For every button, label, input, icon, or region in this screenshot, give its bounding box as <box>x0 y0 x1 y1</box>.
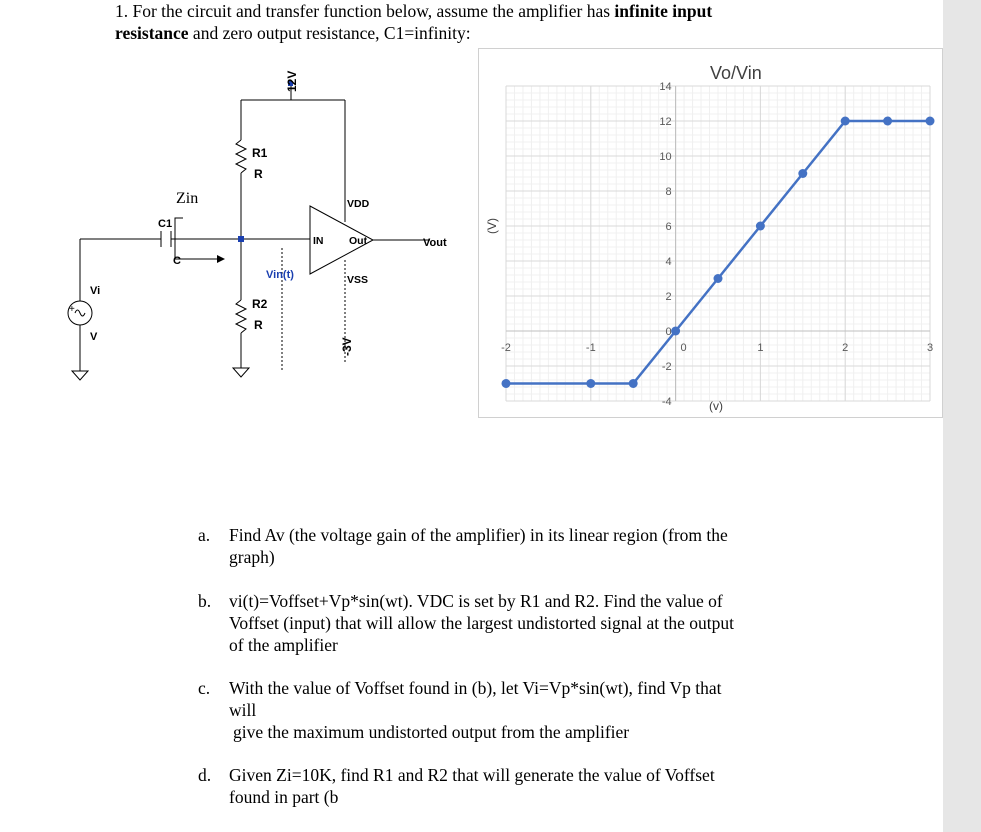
c1-value-label: C <box>173 255 181 267</box>
series-point <box>756 222 765 231</box>
amp-vdd-label: VDD <box>347 198 370 210</box>
question-b-line3: of the amplifier <box>229 635 338 655</box>
r1-value-label: R <box>254 167 263 181</box>
question-d-line2: found in part (b <box>229 787 339 807</box>
page-right-margin <box>943 0 981 832</box>
series-point <box>714 274 723 283</box>
transfer-function-chart <box>478 48 943 418</box>
r2-name-label: R2 <box>252 297 268 311</box>
header-line2-text: and zero output resistance, C1=infinity: <box>188 23 471 43</box>
series-point <box>586 379 595 388</box>
question-c-line1: With the value of Voffset found in (b), let Vi=Vp*sin(wt), find Vp that <box>229 678 722 698</box>
chart-y-axis-label: (V) <box>485 218 499 234</box>
r2-resistor <box>236 300 246 333</box>
chart-title: Vo/Vin <box>710 63 762 83</box>
header-line1-text: 1. For the circuit and transfer function below, assume the amplifier has <box>115 1 615 21</box>
amp-vss-label: VSS <box>347 274 369 286</box>
y-tick-label: 14 <box>659 81 672 93</box>
zin-arrow-head <box>217 255 225 263</box>
supply-neg3v-label: -3V <box>340 337 354 356</box>
question-a-line2: graph) <box>229 547 275 567</box>
question-c-label: c. <box>198 678 211 698</box>
vin-node-label: Vin(t) <box>266 269 294 281</box>
r1-resistor <box>236 140 246 173</box>
x-tick-label: -2 <box>501 342 511 354</box>
amp-out-label: Out <box>349 235 368 247</box>
vi-name-label: Vi <box>90 285 101 297</box>
y-tick-label: -2 <box>661 361 672 373</box>
y-tick-label: -4 <box>661 396 672 408</box>
series-point <box>883 117 892 126</box>
question-b-line2: Voffset (input) that will allow the largest undistorted signal at the output <box>229 613 734 633</box>
header-bold-infinite-input: infinite input <box>614 1 713 21</box>
question-a-label: a. <box>198 525 211 545</box>
y-tick-label: 2 <box>665 291 672 303</box>
ground-symbol-r2 <box>233 368 249 377</box>
vi-plus-sign: + <box>69 304 75 315</box>
question-d-line1: Given Zi=10K, find R1 and R2 that will generate the value of Voffset <box>229 765 715 785</box>
y-tick-label: 10 <box>659 151 672 163</box>
ground-symbol-vi <box>72 371 88 380</box>
zin-label: Zin <box>176 190 199 207</box>
y-tick-label: 4 <box>665 256 672 268</box>
vi-value-label: V <box>90 331 98 343</box>
y-tick-label: 0 <box>665 326 672 338</box>
question-a-line1: Find Av (the voltage gain of the amplifier) in its linear region (from the <box>229 525 728 545</box>
amp-in-label: IN <box>313 235 324 247</box>
series-point <box>926 117 935 126</box>
chart-x-axis-label: (v) <box>709 399 723 413</box>
supply-12v-label: 12V <box>285 70 299 92</box>
x-tick-label: 2 <box>842 342 849 354</box>
circuit-schematic <box>55 50 475 390</box>
vin-junction-node <box>238 236 244 242</box>
question-b-label: b. <box>198 591 212 611</box>
question-header <box>115 0 835 44</box>
series-point <box>798 169 807 178</box>
question-b-line1: vi(t)=Voffset+Vp*sin(wt). VDC is set by R1 and R2. Find the value of <box>229 591 723 611</box>
x-tick-label: 0 <box>680 342 687 354</box>
series-point <box>841 117 850 126</box>
c1-name-label: C1 <box>158 218 173 230</box>
x-tick-label: -1 <box>585 342 596 354</box>
question-c-line3: give the maximum undistorted output from the amplifier <box>233 722 630 742</box>
vout-label: Vout <box>423 237 447 249</box>
r2-value-label: R <box>254 318 263 332</box>
series-point <box>502 379 511 388</box>
r1-name-label: R1 <box>252 146 268 160</box>
vi-sine-symbol <box>75 310 85 316</box>
question-d-label: d. <box>198 765 212 785</box>
series-point <box>629 379 638 388</box>
x-tick-label: 3 <box>926 342 934 354</box>
header-bold-resistance: resistance <box>115 23 189 43</box>
y-tick-label: 12 <box>659 116 672 128</box>
series-point <box>671 327 680 336</box>
y-tick-label: 6 <box>665 221 672 233</box>
x-tick-label: 1 <box>757 342 764 354</box>
y-tick-label: 8 <box>665 186 672 198</box>
question-c-line2: will <box>229 700 257 720</box>
